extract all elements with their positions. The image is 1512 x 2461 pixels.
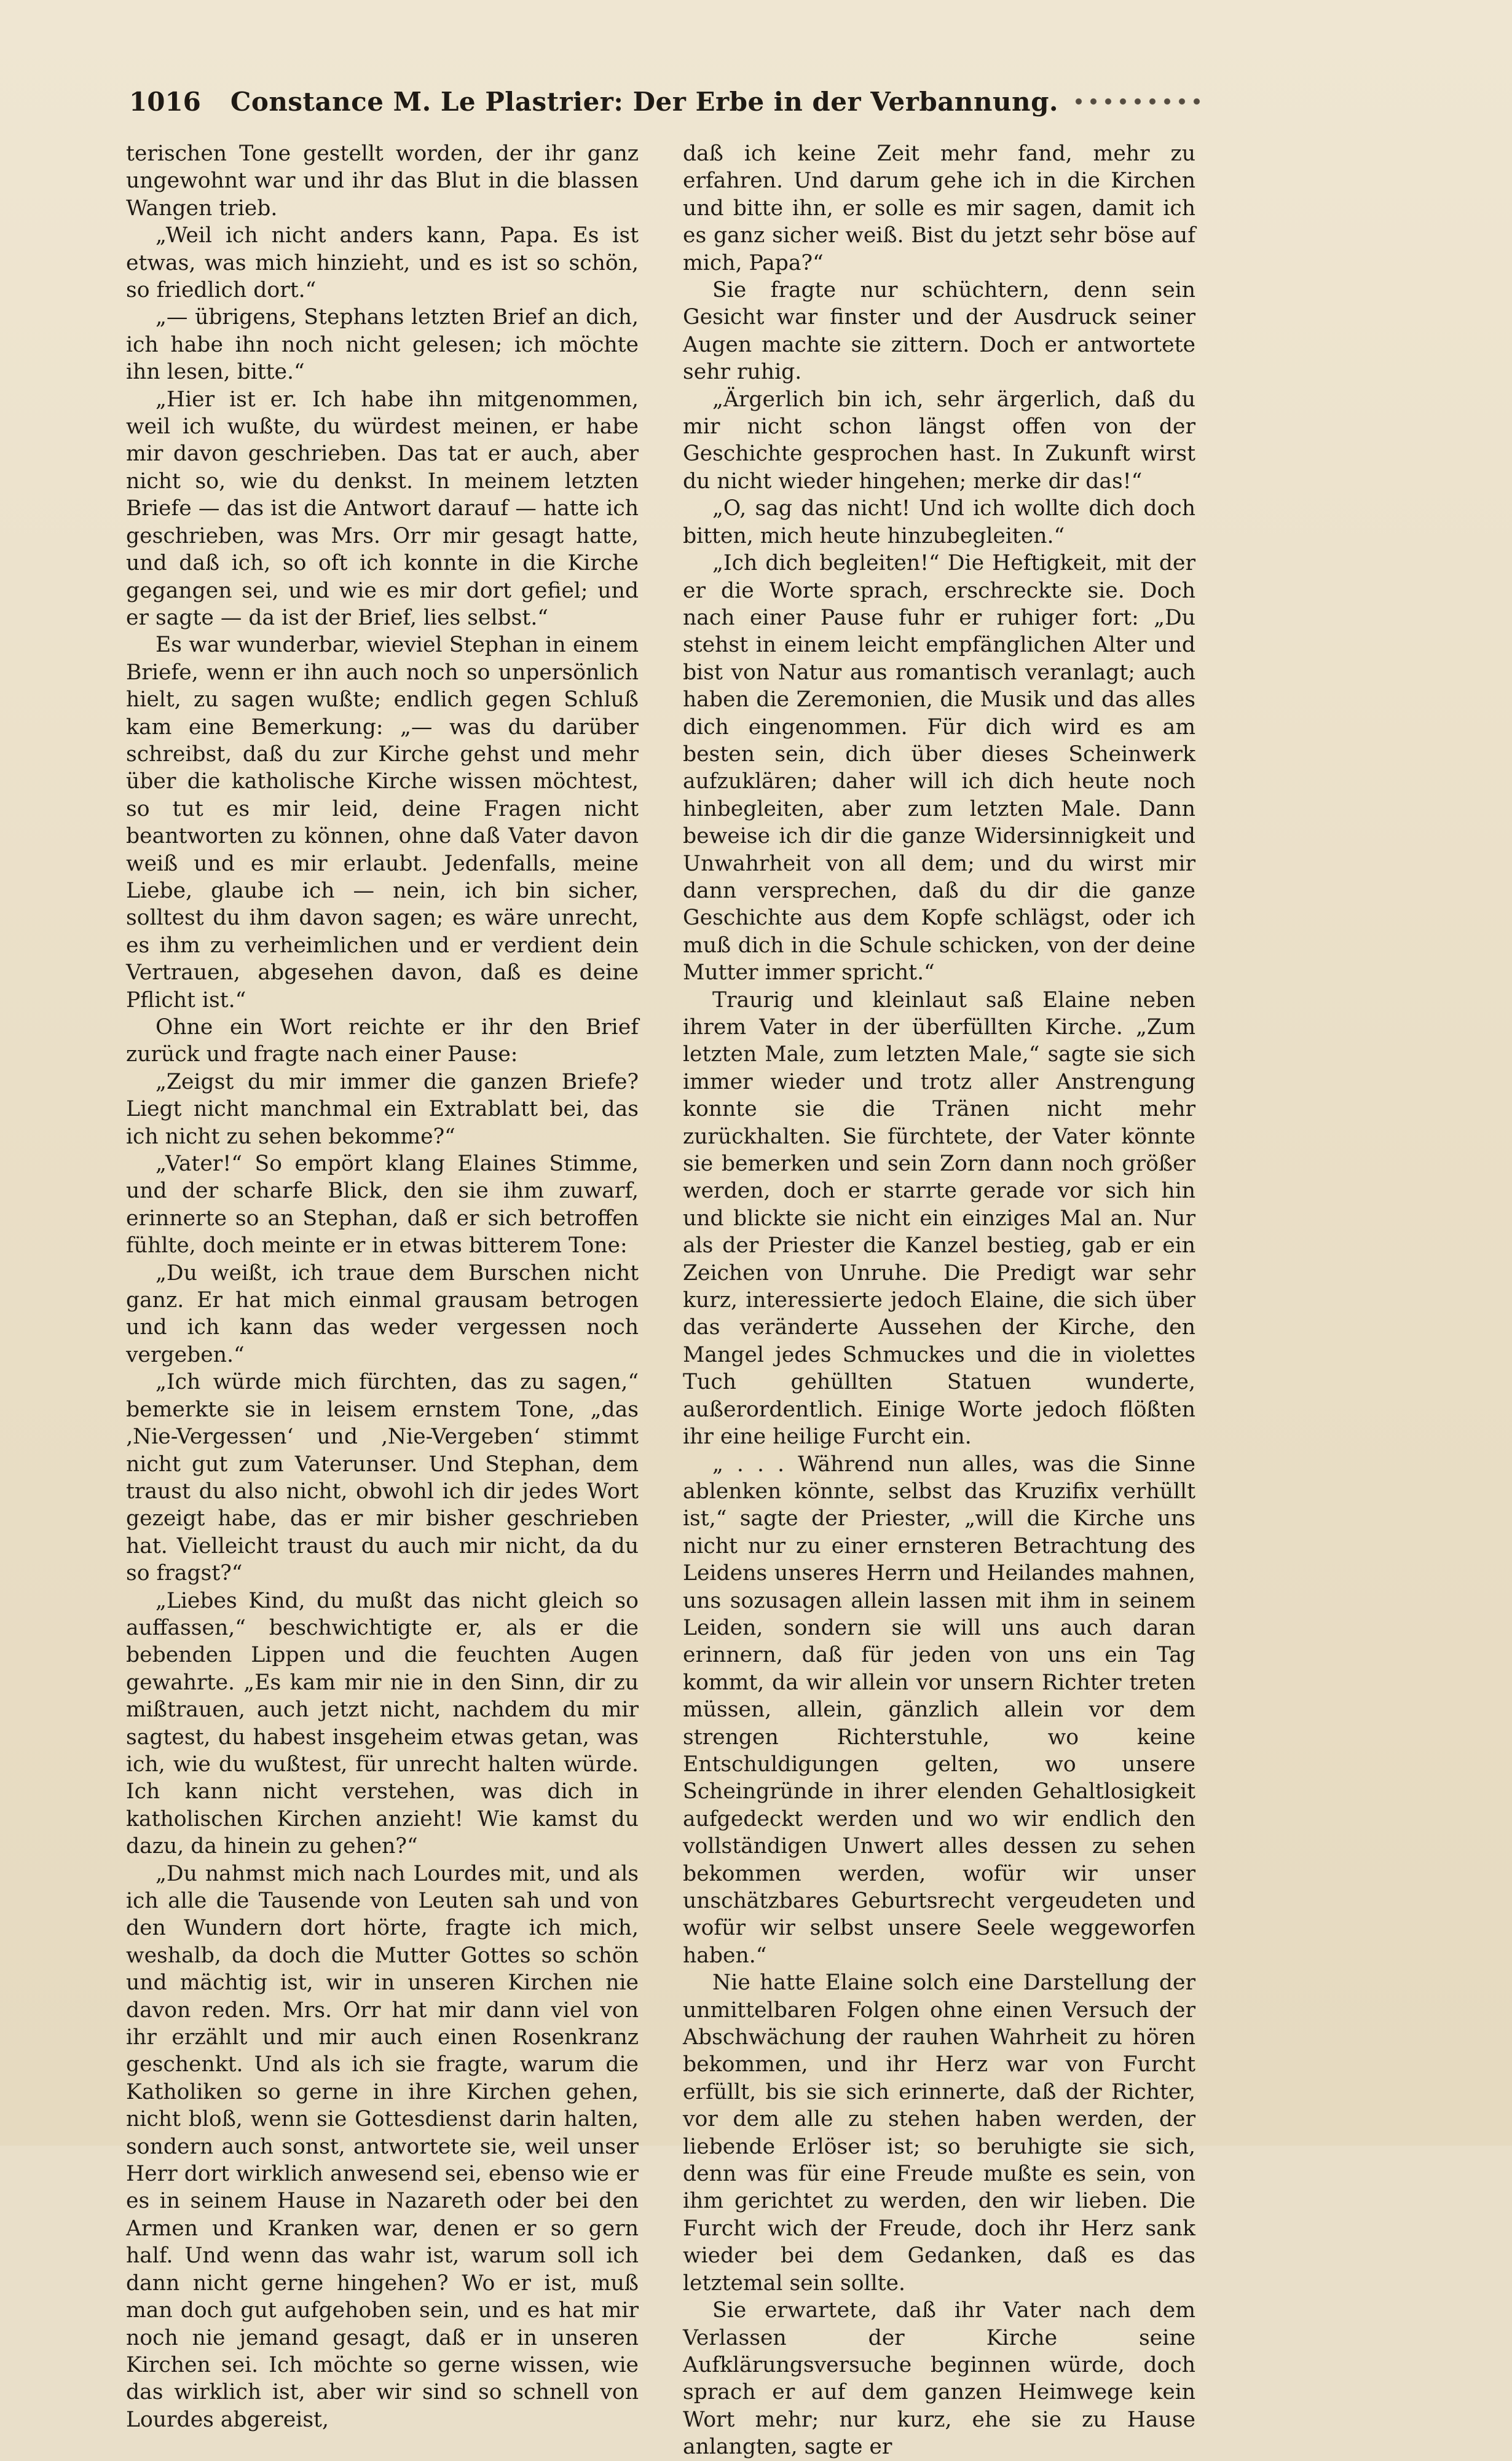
- paragraph: terischen Tone gestellt worden, der ihr ganz ungewohnt war und ihr das Blut in die blassen Wangen trieb.: [126, 141, 639, 221]
- paragraph: Traurig und kleinlaut saß Elaine neben ihrem Vater in der überfüllten Kirche. „Zum letzten Male, zum letzten Male,“ sagte sie sich immer wieder und trotz aller Anstrengung konnte sie die Tränen nicht mehr zurückhalten. Sie fürchtete, der Vater könnte sie bemerken und sein Zorn dann noch größer werden, doch er starrte gerade vor sich hin und blickte sie nicht ein einziges Mal an. Nur als der Priester die Kanzel bestieg, gab er ein Zeichen von Unruhe. Die Predigt war sehr kurz, interessierte jedoch Elaine, die sich über das veränderte Aussehen der Kirche, den Mangel jedes Schmuckes und die in violettes Tuch gehüllten Statuen wunderte, außerordentlich. Einige Worte jedoch flößten ihr eine heilige Furcht ein.: [683, 987, 1195, 1450]
- paragraph: daß ich keine Zeit mehr fand, mehr zu erfahren. Und darum gehe ich in die Kirchen und bitte ihn, er solle es mir sagen, damit ich es ganz sicher weiß. Bist du jetzt sehr böse auf mich, Papa?“: [683, 141, 1195, 275]
- paragraph: „Ärgerlich bin ich, sehr ärgerlich, daß du mir nicht schon längst offen von der Geschichte gesprochen hast. In Zukunft wirst du nicht wieder hingehen; merke dir das!“: [683, 387, 1195, 494]
- ornament-divider-icon: [1073, 96, 1202, 107]
- paragraph: „Du weißt, ich traue dem Burschen nicht ganz. Er hat mich einmal grausam betrogen und ich kann das weder vergessen noch vergeben.“: [126, 1260, 639, 1367]
- text-columns: [126, 140, 1195, 2460]
- paragraph: Sie fragte nur schüchtern, denn sein Gesicht war finster und der Ausdruck seiner Augen machte sie zittern. Doch er antwortete sehr ruhig.: [683, 278, 1195, 385]
- paragraph: „Ich würde mich fürchten, das zu sagen,“ bemerkte sie in leisem ernstem Tone, „das ‚Nie-Vergessen‘ und ‚Nie-Vergeben‘ stimmt nicht gut zum Vaterunser. Und Stephan, dem traust du also nicht, obwohl ich dir jedes Wort gezeigt habe, das er mir bisher geschrieben hat. Vielleicht traust du auch mir nicht, da du so fragst?“: [126, 1370, 639, 1586]
- paragraph: „Vater!“ So empört klang Elaines Stimme, und der scharfe Blick, den sie ihm zuwarf, erinnerte so an Stephan, daß er sich betroffen fühlte, doch meinte er in etwas bitterem Tone:: [126, 1151, 639, 1258]
- paragraph: Sie erwartete, daß ihr Vater nach dem Verlassen der Kirche seine Aufklärungsversuche beginnen würde, doch sprach er auf dem ganzen Heimwege kein Wort mehr; nur kurz, ehe sie zu Hause anlangten, sagte er: [683, 2298, 1195, 2460]
- paragraph: „ . . . Während nun alles, was die Sinne ablenken könnte, selbst das Kruzifix verhüllt ist,“ sagte der Priester, „will die Kirche uns nicht nur zu einer ernsteren Betrachtung des Leidens unseres Herrn und Heilandes mahnen, uns sozusagen allein lassen mit ihm in seinem Leiden, sondern sie will uns auch daran erinnern, daß für jeden von uns ein Tag kommt, da wir allein vor unsern Richter treten müssen, allein, gänzlich allein vor dem strengen Richterstuhle, wo keine Entschuldigungen gelten, wo unsere Scheingründe in ihrer elenden Gehaltlosigkeit aufgedeckt werden und wo wir endlich den vollständigen Unwert alles dessen zu sehen bekommen werden, wofür wir unser unschätzbares Geburtsrecht vergeudeten und wofür wir selbst unsere Seele weggeworfen haben.“: [683, 1452, 1195, 1968]
- paragraph: „Ich dich begleiten!“ Die Heftigkeit, mit der er die Worte sprach, erschreckte sie. Doch nach einer Pause fuhr er ruhiger fort: „Du stehst in einem leicht empfänglichen Alter und bist von Natur aus romantisch veranlagt; auch haben die Zeremonien, die Musik und das alles dich eingenommen. Für dich wird es am besten sein, dich über dieses Scheinwerk aufzuklären; daher will ich dich heute noch hinbegleiten, aber zum letzten Male. Dann beweise ich dir die ganze Widersinnigkeit und Unwahrheit von all dem; und du wirst mir dann versprechen, daß du dir die ganze Geschichte aus dem Kopfe schlägst, oder ich muß dich in die Schule schicken, von der deine Mutter immer spricht.“: [683, 551, 1195, 986]
- left-column: [126, 140, 639, 2432]
- running-header: [129, 80, 1186, 123]
- paragraph: „Liebes Kind, du mußt das nicht gleich so auffassen,“ beschwichtigte er, als er die bebenden Lippen und die feuchten Augen gewahrte. „Es kam mir nie in den Sinn, dir zu mißtrauen, auch jetzt nicht, nachdem du mir sagtest, du habest insgeheim etwas getan, was ich, wie du wußtest, für unrecht halten würde. Ich kann nicht verstehen, was dich in katholischen Kirchen anzieht! Wie kamst du dazu, da hinein zu gehen?“: [126, 1588, 639, 1859]
- paragraph: „Du nahmst mich nach Lourdes mit, und als ich alle die Tausende von Leuten sah und von den Wundern dort hörte, fragte ich mich, weshalb, da doch die Mutter Gottes so schön und mächtig ist, wir in unseren Kirchen nie davon reden. Mrs. Orr hat mir dann viel von ihr erzählt und mir auch einen Rosenkranz geschenkt. Und als ich sie fragte, warum die Katholiken so gerne in ihre Kirchen gehen, nicht bloß, wenn sie Gottesdienst darin halten, sondern auch sonst, antwortete sie, weil unser Herr dort wirklich anwesend sei, ebenso wie er es in seinem Hause in Nazareth oder bei den Armen und Kranken war, denen er so gern half. Und wenn das wahr ist, warum soll ich dann nicht gerne hingehen? Wo er ist, muß man doch gut aufgehoben sein, und es hat mir noch nie jemand gesagt, daß er in unseren Kirchen sei. Ich möchte so gerne wissen, wie das wirklich ist, aber wir sind so schnell von Lourdes abgereist,: [126, 1861, 639, 2432]
- paragraph: „— übrigens, Stephans letzten Brief an dich, ich habe ihn noch nicht gelesen; ich möchte ihn lesen, bitte.“: [126, 305, 639, 385]
- paragraph: „Hier ist er. Ich habe ihn mitgenommen, weil ich wußte, du würdest meinen, er habe mir davon geschrieben. Das tat er auch, aber nicht so, wie du denkst. In meinem letzten Briefe — das ist die Antwort darauf — hatte ich geschrieben, was Mrs. Orr mir gesagt hatte, und daß ich, so oft ich konnte in die Kirche gegangen sei, und wie es mir dort gefiel; und er sagte — da ist der Brief, lies selbst.“: [126, 387, 639, 630]
- paragraph: „Zeigst du mir immer die ganzen Briefe? Liegt nicht manchmal ein Extrablatt bei, das ich nicht zu sehen bekomme?“: [126, 1069, 639, 1149]
- paragraph: „Weil ich nicht anders kann, Papa. Es ist etwas, was mich hinzieht, und es ist so schön, so friedlich dort.“: [126, 223, 639, 303]
- right-column: [683, 140, 1195, 2460]
- paragraph: Es war wunderbar, wieviel Stephan in einem Briefe, wenn er ihn auch noch so unpersönlich hielt, zu sagen wußte; endlich gegen Schluß kam eine Bemerkung: „— was du darüber schreibst, daß du zur Kirche gehst und mehr über die katholische Kirche wissen möchtest, so tut es mir leid, deine Fragen nicht beantworten zu können, ohne daß Vater davon weiß und es mir erlaubt. Jedenfalls, meine Liebe, glaube ich — nein, ich bin sicher, solltest du ihm davon sagen; es wäre unrecht, es ihm zu verheimlichen und er verdient dein Vertrauen, abgesehen davon, daß es deine Pflicht ist.“: [126, 633, 639, 1013]
- running-title: Constance M. Le Plastrier: Der Erbe in der Verbannung.: [230, 86, 1059, 117]
- paragraph: „O, sag das nicht! Und ich wollte dich doch bitten, mich heute hinzubegleiten.“: [683, 496, 1195, 548]
- page-number: 1016: [129, 86, 201, 117]
- paragraph: Ohne ein Wort reichte er ihr den Brief zurück und fragte nach einer Pause:: [126, 1015, 639, 1067]
- paragraph: Nie hatte Elaine solch eine Darstellung der unmittelbaren Folgen ohne einen Versuch der Abschwächung der rauhen Wahrheit zu hören bekommen, und ihr Herz war von Furcht erfüllt, bis sie sich erinnerte, daß der Richter, vor dem alle zu stehen haben werden, der liebende Erlöser ist; so beruhigte sie sich, denn was für eine Freude mußte es sein, von ihm gerichtet zu werden, den wir lieben. Die Furcht wich der Freude, doch ihr Herz sank wieder bei dem Gedanken, daß es das letztemal sein sollte.: [683, 1970, 1195, 2296]
